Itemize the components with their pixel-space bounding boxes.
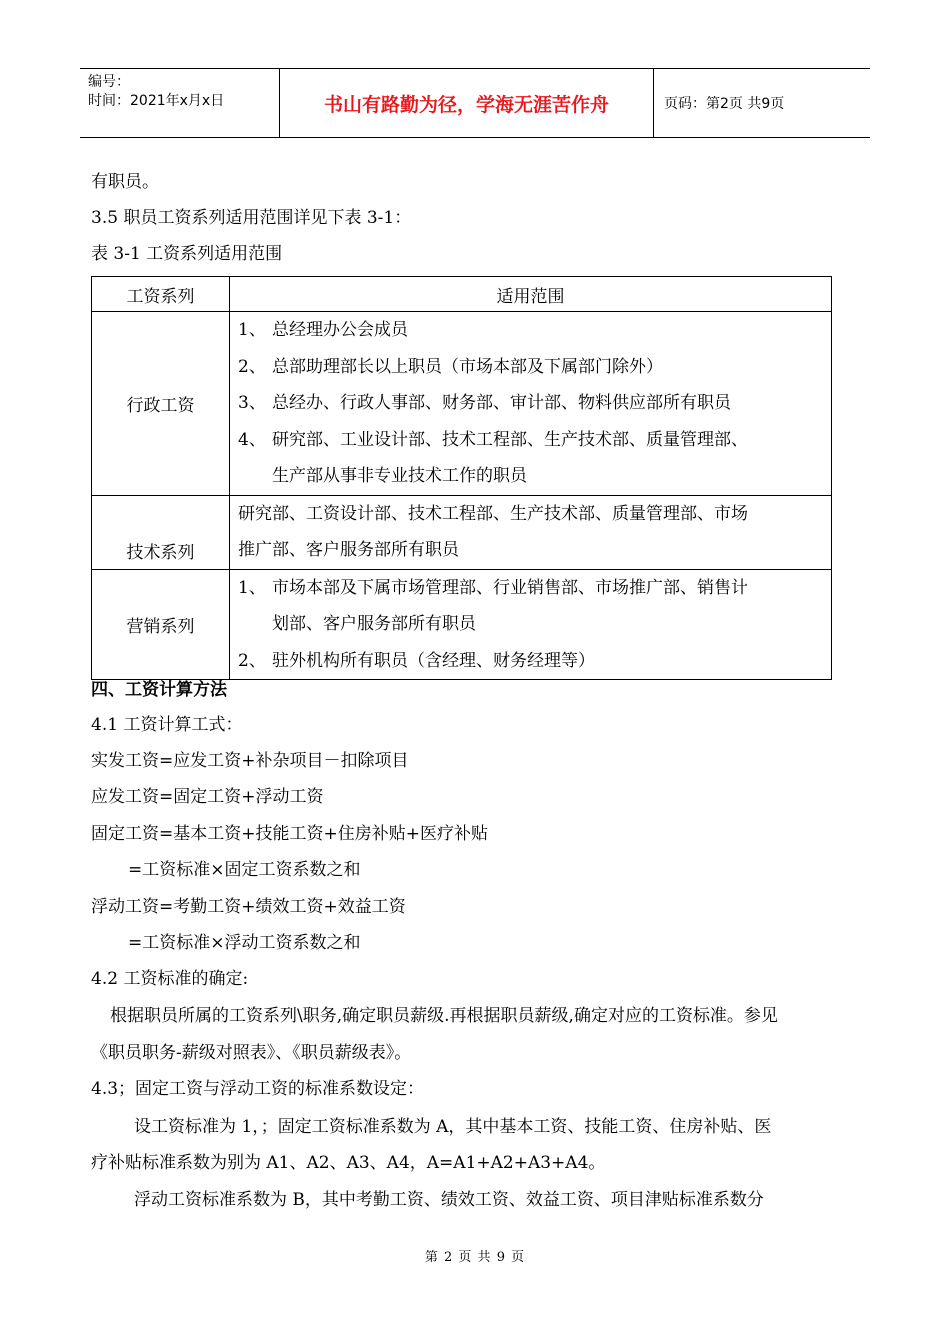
table-row — [92, 569, 832, 680]
item-text: 生产部从事非专业技术工作的职员 — [272, 466, 527, 486]
item-text: 研究部、工资设计部、技术工程部、生产技术部、质量管理部、市场 — [238, 503, 748, 524]
item-text: 总经理办公会成员 — [272, 320, 408, 340]
header-meta — [80, 69, 280, 137]
item-number: 2、 — [238, 650, 266, 671]
item-number: 3、 — [238, 393, 266, 413]
header-series: 工资系列 — [92, 277, 230, 312]
item-number: 4、 — [238, 429, 266, 450]
table-caption: 表 3-1 工资系列适用范围 — [91, 244, 283, 264]
section-4-3: 4.3；固定工资与浮动工资的标准系数设定： — [91, 1079, 425, 1099]
table-row — [92, 495, 832, 569]
item-text: 划部、客户服务部所有职员 — [272, 614, 476, 634]
page-header — [80, 68, 870, 138]
section-3-5: 3.5 职员工资系列适用范围详见下表 3-1： — [91, 208, 412, 228]
paragraph-line: 《职员职务-薪级对照表》、《职员薪级表》。 — [91, 1043, 412, 1063]
section-4-1: 4.1 工资计算工式： — [91, 715, 243, 735]
item-text: 市场本部及下属市场管理部、行业销售部、市场推广部、销售计 — [272, 577, 748, 598]
formula-line: =工资标准×浮动工资系数之和 — [128, 933, 361, 953]
formula-line: 应发工资=固定工资+浮动工资 — [91, 787, 324, 807]
section-4-2: 4.2 工资标准的确定: — [91, 969, 249, 989]
header-page-info: 页码：第2页 共9页 — [664, 96, 785, 112]
page-footer: 第 2 页 共 9 页 — [424, 1250, 526, 1265]
item-number: 1、 — [238, 577, 266, 598]
item-text: 推广部、客户服务部所有职员 — [238, 540, 459, 560]
item-text: 驻外机构所有职员（含经理、财务经理等） — [272, 650, 595, 671]
time-label: 时间：2021年x月x日 — [88, 93, 225, 109]
scope-cell — [230, 312, 832, 496]
series-cell: 技术系列 — [92, 495, 230, 569]
header-motto: 书山有路勤为径，学海无涯苦作舟 — [280, 69, 654, 137]
paragraph-line: 设工资标准为 1，；固定工资标准系数为 A，其中基本工资、技能工资、住房补贴、医 — [134, 1117, 772, 1137]
item-text: 总经办、行政人事部、财务部、审计部、物料供应部所有职员 — [272, 393, 731, 413]
formula-line: 固定工资=基本工资+技能工资+住房补贴+医疗补贴 — [91, 824, 488, 844]
series-cell: 营销系列 — [92, 569, 230, 680]
table-row — [92, 312, 832, 496]
series-cell: 行政工资 — [92, 312, 230, 496]
paragraph-line: 根据职员所属的工资系列\职务,确定职员薪级.再根据职员薪级,确定对应的工资标准。参见 — [110, 1006, 778, 1026]
formula-line: =工资标准×固定工资系数之和 — [128, 860, 361, 880]
section-4-title: 四、工资计算方法 — [91, 680, 227, 700]
paragraph-line: 疗补贴标准系数为别为 A1、A2、A3、A4，A=A1+A2+A3+A4。 — [91, 1153, 606, 1173]
scope-cell — [230, 569, 832, 680]
item-text: 总部助理部长以上职员（市场本部及下属部门除外） — [272, 356, 663, 377]
text-line: 有职员。 — [91, 172, 159, 192]
item-number: 2、 — [238, 356, 266, 377]
header-scope: 适用范围 — [230, 277, 832, 312]
formula-line: 浮动工资=考勤工资+绩效工资+效益工资 — [91, 897, 406, 917]
item-number: 1、 — [238, 320, 266, 340]
table-header-row — [92, 277, 832, 312]
paragraph-line: 浮动工资标准系数为 B，其中考勤工资、绩效工资、效益工资、项目津贴标准系数分 — [134, 1190, 764, 1210]
scope-table — [91, 276, 832, 680]
number-label: 编号： — [88, 74, 130, 90]
item-text: 研究部、工业设计部、技术工程部、生产技术部、质量管理部、 — [272, 429, 748, 450]
scope-cell — [230, 495, 832, 569]
formula-line: 实发工资=应发工资+补杂项目－扣除项目 — [91, 751, 409, 771]
